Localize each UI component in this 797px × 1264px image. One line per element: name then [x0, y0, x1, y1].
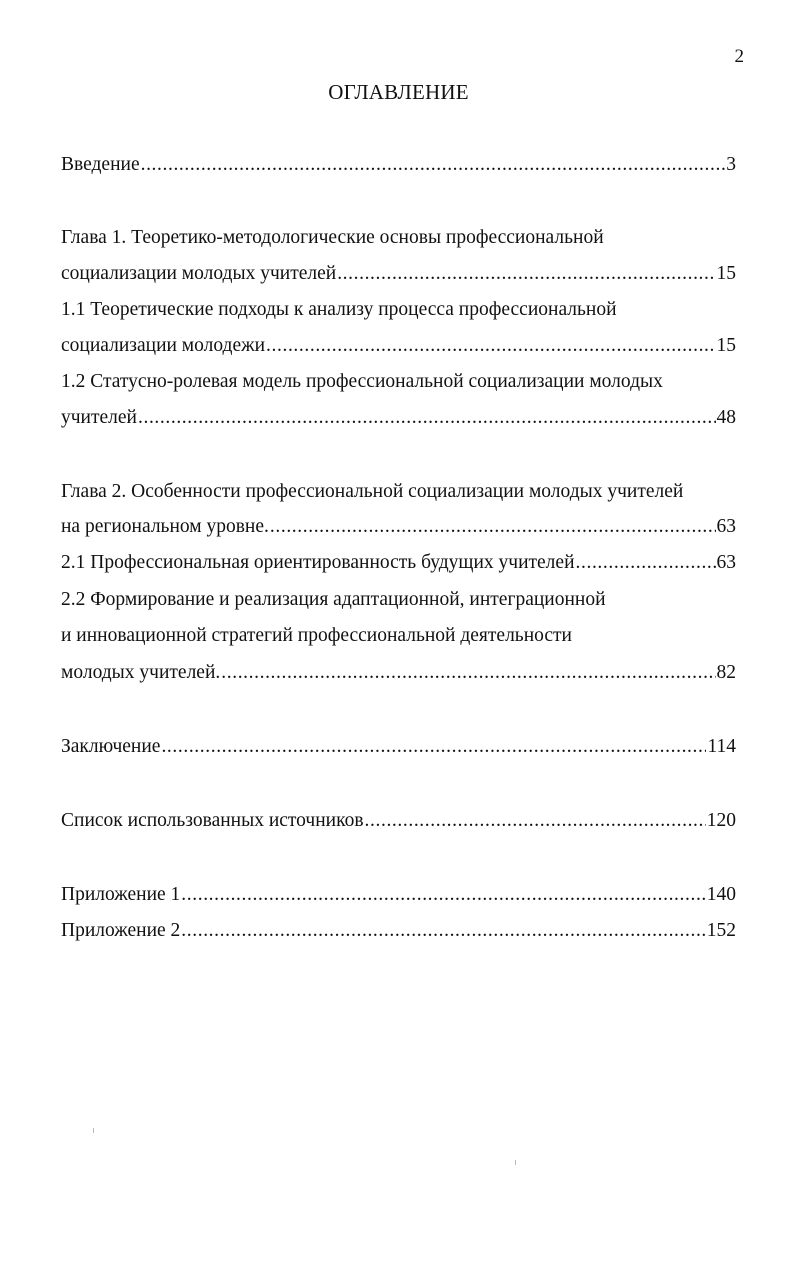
toc-entry-chapter1[interactable]: [61, 261, 736, 287]
page-number: 2: [734, 46, 744, 67]
toc-entry-conclusion[interactable]: [61, 734, 736, 760]
dot-leader: [266, 333, 715, 359]
toc-entry-text: Приложение 1: [61, 884, 181, 905]
toc-entry-text: социализации молодых учителей: [61, 263, 337, 284]
toc-s2-2-line2[interactable]: и инновационной стратегий профессиональной деятельности: [61, 625, 572, 646]
toc-entry-text: Заключение: [61, 736, 161, 757]
toc-entry-text: молодых учителей.: [61, 662, 221, 683]
toc-entry-references[interactable]: [61, 808, 736, 834]
toc-page-number: 63: [716, 552, 736, 573]
toc-entry-s1-1[interactable]: [61, 333, 736, 359]
dot-leader: [161, 734, 706, 760]
toc-entry-text: на региональном уровне.: [61, 516, 269, 537]
toc-page-number: 82: [716, 662, 736, 683]
dot-leader: [221, 660, 715, 686]
toc-chapter2-line1[interactable]: Глава 2. Особенности профессиональной социализации молодых учителей: [61, 481, 684, 502]
toc-page-number: 15: [716, 263, 736, 284]
toc-s2-2-line1[interactable]: 2.2 Формирование и реализация адаптационной, интеграционной: [61, 589, 606, 610]
toc-entry-appendix2[interactable]: [61, 918, 736, 944]
toc-entry-text: учителей: [61, 407, 137, 428]
toc-page-number: 114: [707, 736, 736, 757]
scan-artifact: [515, 1160, 516, 1165]
dot-leader: [141, 152, 726, 178]
toc-page-number: 152: [706, 920, 736, 941]
dot-leader: [138, 405, 716, 431]
toc-entry-s2-2[interactable]: [61, 660, 736, 686]
dot-leader: [181, 918, 705, 944]
toc-entry-text: социализации молодежи: [61, 335, 266, 356]
toc-entry-s2-1[interactable]: [61, 550, 736, 576]
dot-leader: [337, 261, 715, 287]
toc-page-number: 48: [716, 407, 736, 428]
toc-entry-text: Список использованных источников: [61, 810, 364, 831]
toc-s1-1-line1[interactable]: 1.1 Теоретические подходы к анализу процесса профессиональной: [61, 299, 617, 320]
dot-leader: [576, 550, 716, 576]
toc-chapter1-line1[interactable]: Глава 1. Теоретико-методологические основы профессиональной: [61, 227, 604, 248]
dot-leader: [270, 514, 716, 540]
toc-entry-appendix1[interactable]: [61, 882, 736, 908]
toc-entry-s1-2[interactable]: [61, 405, 736, 431]
toc-page-number: 15: [716, 335, 736, 356]
toc-title: ОГЛАВЛЕНИЕ: [328, 80, 469, 104]
toc-entry-text: Введение: [61, 154, 140, 175]
toc-page-number: 3: [726, 154, 736, 175]
toc-entry-chapter2[interactable]: [61, 514, 736, 540]
scan-artifact: [93, 1128, 94, 1133]
toc-entry-intro[interactable]: [61, 152, 736, 178]
toc-page-number: 140: [706, 884, 736, 905]
toc-page-number: 120: [706, 810, 736, 831]
dot-leader: [365, 808, 706, 834]
dot-leader: [181, 882, 705, 908]
toc-s1-2-line1[interactable]: 1.2 Статусно-ролевая модель профессиональной социализации молодых: [61, 371, 663, 392]
toc-entry-text: Приложение 2: [61, 920, 181, 941]
toc-entry-text: 2.1 Профессиональная ориентированность будущих учителей: [61, 552, 575, 573]
toc-page-number: 63: [716, 516, 736, 537]
